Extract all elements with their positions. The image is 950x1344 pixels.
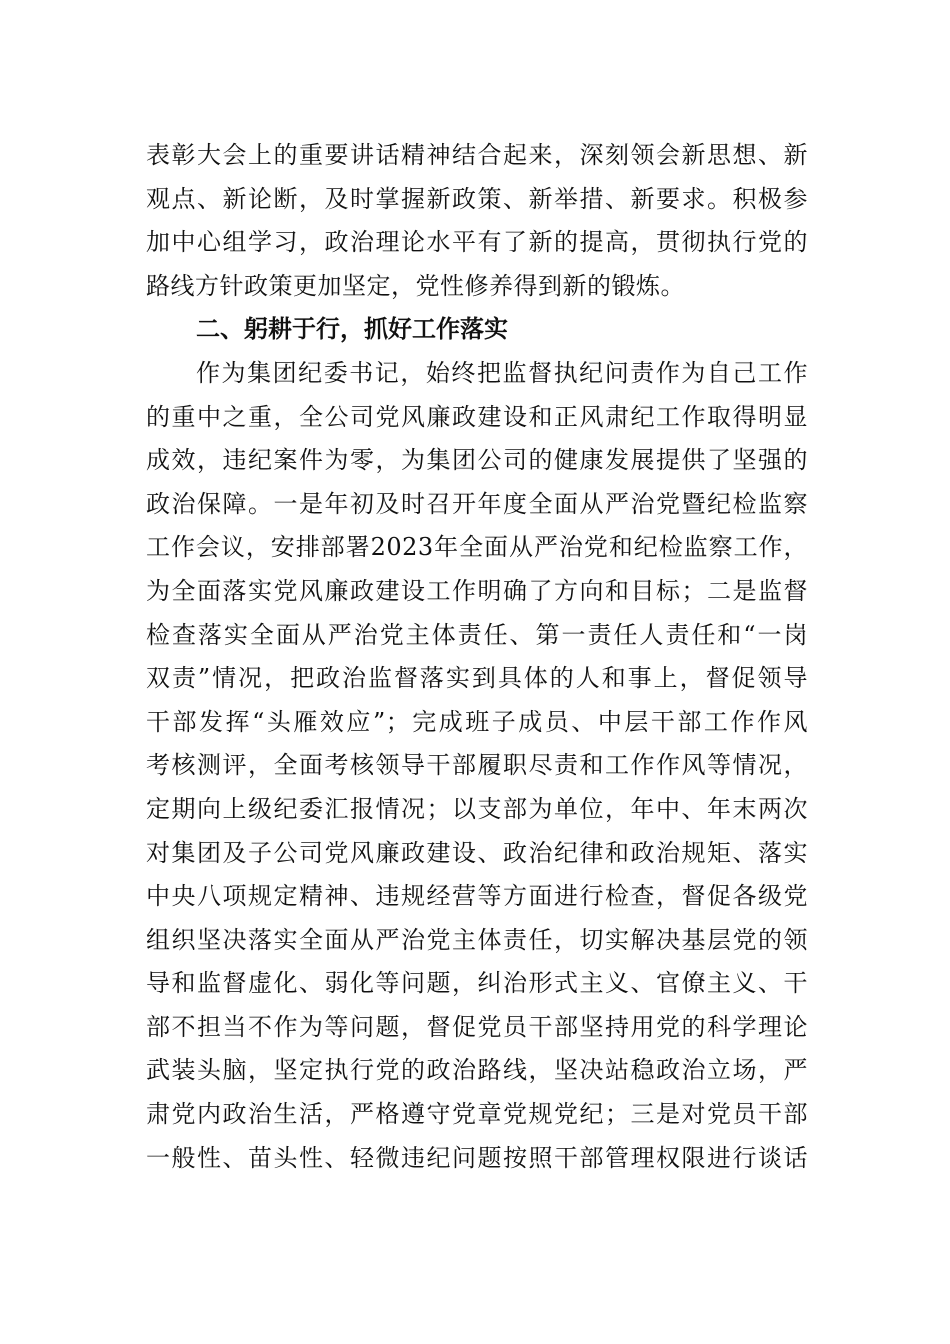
paragraph-2-line: 对集团及子公司党风廉政建设、政治纪律和政治规矩、落实 [146,838,808,867]
paragraph-2-line: 考核测评，全面考核领导干部履职尽责和工作作风等情况， [146,751,808,780]
paragraph-2-line: 肃党内政治生活，严格遵守党章党规党纪；三是对党员干部 [146,1100,808,1129]
paragraph-2-line: 成效，违纪案件为零，为集团公司的健康发展提供了坚强的 [146,446,808,475]
paragraph-2-line: 政治保障。一是年初及时召开年度全面从严治党暨纪检监察 [146,489,808,518]
paragraph-2-line: 导和监督虚化、弱化等问题，纠治形式主义、官僚主义、干 [146,969,808,998]
paragraph-2-line: 一般性、苗头性、轻微违纪问题按照干部管理权限进行谈话 [146,1143,808,1172]
paragraph-2-line: 定期向上级纪委汇报情况；以支部为单位，年中、年末两次 [146,794,808,823]
paragraph-1-line: 路线方针政策更加坚定，党性修养得到新的锻炼。 [146,271,685,300]
paragraph-2-line: 中央八项规定精神、违规经营等方面进行检查，督促各级党 [146,882,808,911]
paragraph-2-line: 检查落实全面从严治党主体责任、第一责任人责任和“一岗 [146,620,808,649]
document-body [146,134,808,1180]
paragraph-2-line: 组织坚决落实全面从严治党主体责任，切实解决基层党的领 [146,925,808,954]
paragraph-2-line: 的重中之重，全公司党风廉政建设和正风肃纪工作取得明显 [146,402,808,431]
paragraph-1-line: 表彰大会上的重要讲话精神结合起来，深刻领会新思想、新 [146,141,808,169]
paragraph-2-line: 双责”情况，把政治监督落实到具体的人和事上，督促领导 [146,664,808,693]
paragraph-2-line: 为全面落实党风廉政建设工作明确了方向和目标；二是监督 [146,576,808,605]
paragraph-1-line: 加中心组学习，政治理论水平有了新的提高，贯彻执行党的 [146,228,808,257]
paragraph-2-line: 作为集团纪委书记，始终把监督执纪问责作为自己工作 [196,358,808,387]
paragraph-2-line: 干部发挥“头雁效应”；完成班子成员、中层干部工作作风 [146,707,808,736]
section-heading: 二、躬耕于行，抓好工作落实 [196,315,508,344]
paragraph-2-line: 武装头脑，坚定执行党的政治路线，坚决站稳政治立场，严 [146,1056,808,1085]
paragraph-1-line: 观点、新论断，及时掌握新政策、新举措、新要求。积极参 [146,184,808,213]
paragraph-2-line: 部不担当不作为等问题，督促党员干部坚持用党的科学理论 [146,1012,808,1041]
paragraph-2-line: 工作会议，安排部署2023年全面从严治党和纪检监察工作， [146,533,808,562]
